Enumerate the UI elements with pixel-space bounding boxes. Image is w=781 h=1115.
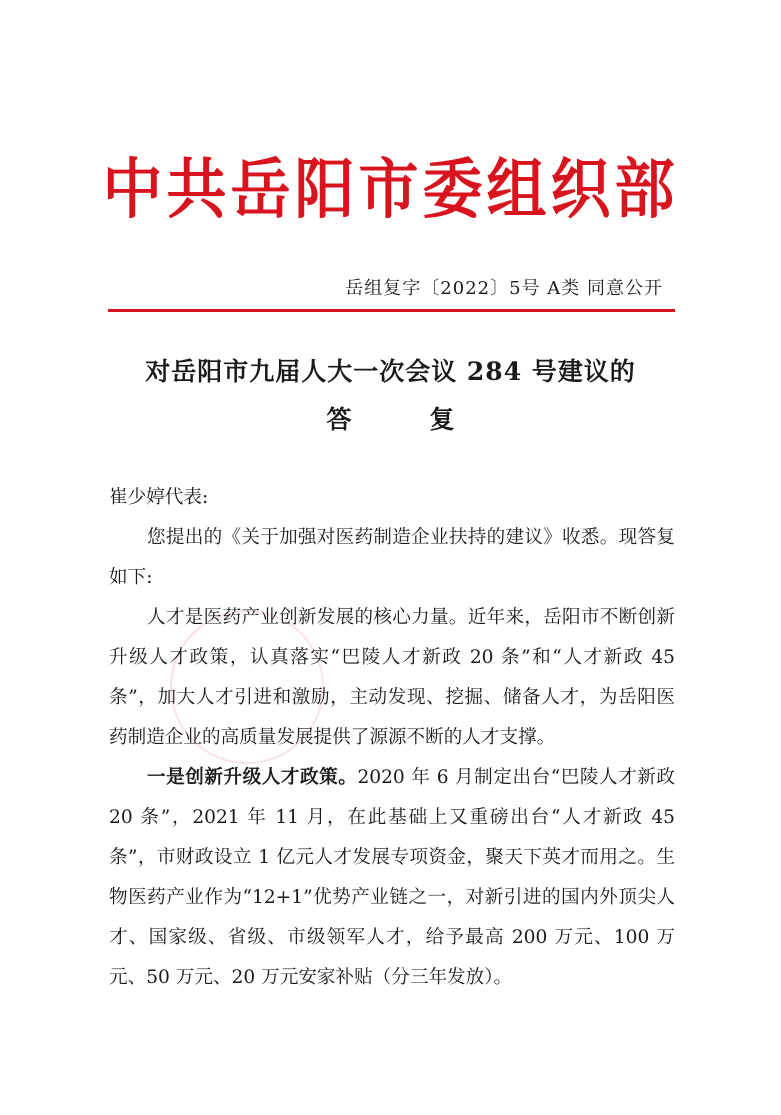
document-body <box>109 478 675 998</box>
document-title: 对岳阳市九届人大一次会议 284 号建议的 <box>145 357 636 386</box>
document-subtitle <box>0 400 781 436</box>
red-divider-line <box>108 309 675 312</box>
issuing-organization: 中共岳阳市委组织部 <box>102 152 679 228</box>
document-number: 岳组复字〔2022〕5号 A类 同意公开 <box>345 278 663 299</box>
subtitle-char-2: 复 <box>429 405 455 434</box>
paragraph-2: 人才是医药产业创新发展的核心力量。近年来，岳阳市不断创新升级人才政策，认真落实“巴陵人才新政 20 条”和“人才新政 45 条”，加大人才引进和激励，主动发现、挖掘、储备人才，为岳阳医药制造企业的高质量发展提供了源源不断的人才支撑。 <box>109 607 675 748</box>
paragraph-3-text: 2020 年 6 月制定出台“巴陵人才新政 20 条”，2021 年 11 月，在此基础上又重磅出台“人才新政 45 条”，市财政设立 1 亿元人才发展专项资金，聚天下英才而用之。生物医药产业作为“12+1”优势产业链之一，对新引进的国内外顶尖人才、国家级、省级、市级领军人才，给予最高 200 万元、100 万元、50 万元、20 万元安家补贴（分三年发放）。 <box>109 767 675 988</box>
paragraph-3-heading: 一是创新升级人才政策。 <box>147 767 358 788</box>
paragraph-1: 您提出的《关于加强对医药制造企业扶持的建议》收悉。现答复如下: <box>109 527 675 588</box>
paragraph-3 <box>109 758 675 998</box>
salutation: 崔少婷代表: <box>109 487 209 508</box>
subtitle-char-1: 答 <box>326 405 352 434</box>
